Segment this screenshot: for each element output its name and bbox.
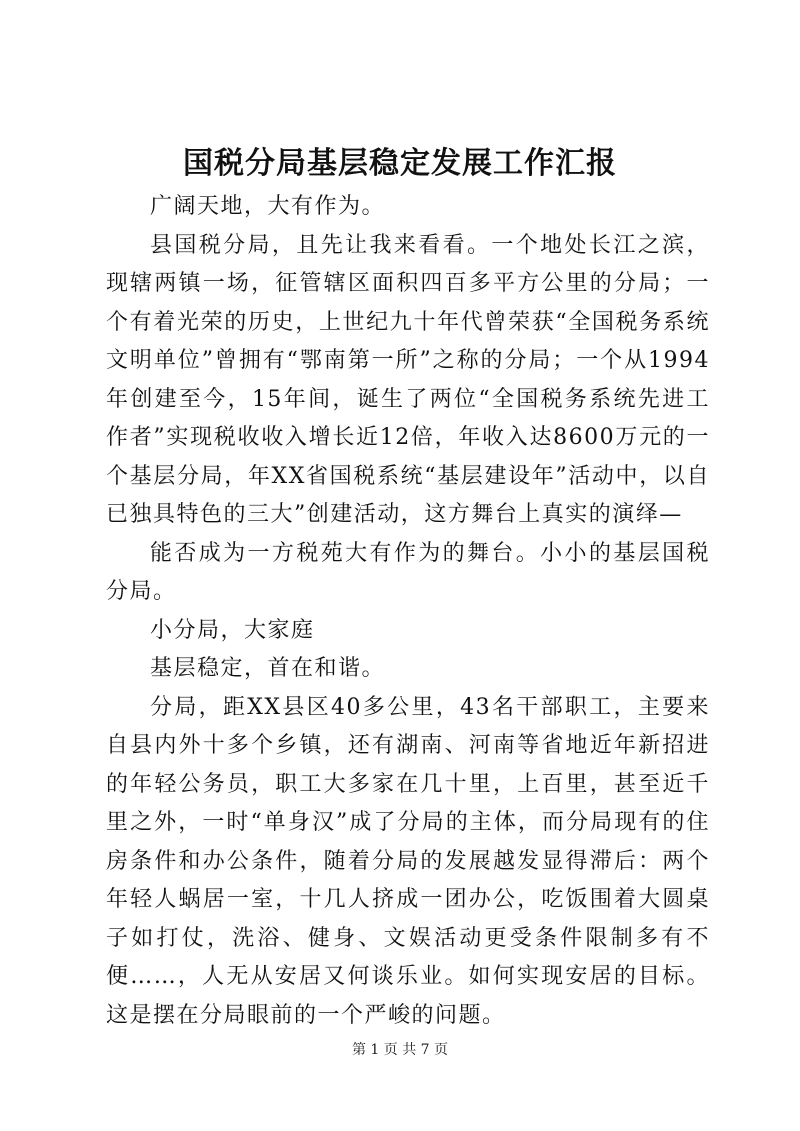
paragraph-4: 小分局，大家庭	[150, 617, 315, 643]
paragraph-2: 县国税分局，且先让我来看看。一个地处长江之滨，现辖两镇一场，征管辖区面积四百多平方公里的分局；一个有着光荣的历史，上世纪九十年代曾荣获“全国税务系统文明单位”曾拥有“鄂南第一所”之称的分局；一个从1994年创建至今，15年间，诞生了两位“全国税务系统先进工作者”实现税收收入增长近12倍，年收入达8600万元的一个基层分局，年XX省国税系统“基层建设年”活动中，以自已独具特色的三大”创建活动，这方舞台上真实的演绎—	[106, 232, 710, 527]
paragraph-3: 能否成为一方税苑大有作为的舞台。小小的基层国税分局。	[106, 540, 710, 604]
document-body	[106, 188, 710, 1035]
paragraph-6: 分局，距XX县区40多公里，43名干部职工，主要来自县内外十多个乡镇，还有湖南、河南等省地近年新招进的年轻公务员，职工大多家在几十里，上百里，甚至近千里之外，一时“单身汉”成了分局的主体，而分局现有的住房条件和办公条件，随着分局的发展越发显得滞后：两个年轻人蜗居一室，十几人挤成一团办公，吃饭围着大圆桌子如打仗，洗浴、健身、文娱活动更受条件限制多有不便……，人无从安居又何谈乐业。如何实现安居的目标。这是摆在分局眼前的一个严峻的问题。	[106, 694, 710, 1028]
paragraph-5: 基层稳定，首在和谐。	[150, 656, 386, 681]
page-footer: 第 1 页 共 7 页	[351, 1042, 449, 1058]
document-title: 国税分局基层稳定发展工作汇报	[183, 146, 617, 181]
paragraph-1: 广阔天地，大有作为。	[150, 194, 386, 219]
